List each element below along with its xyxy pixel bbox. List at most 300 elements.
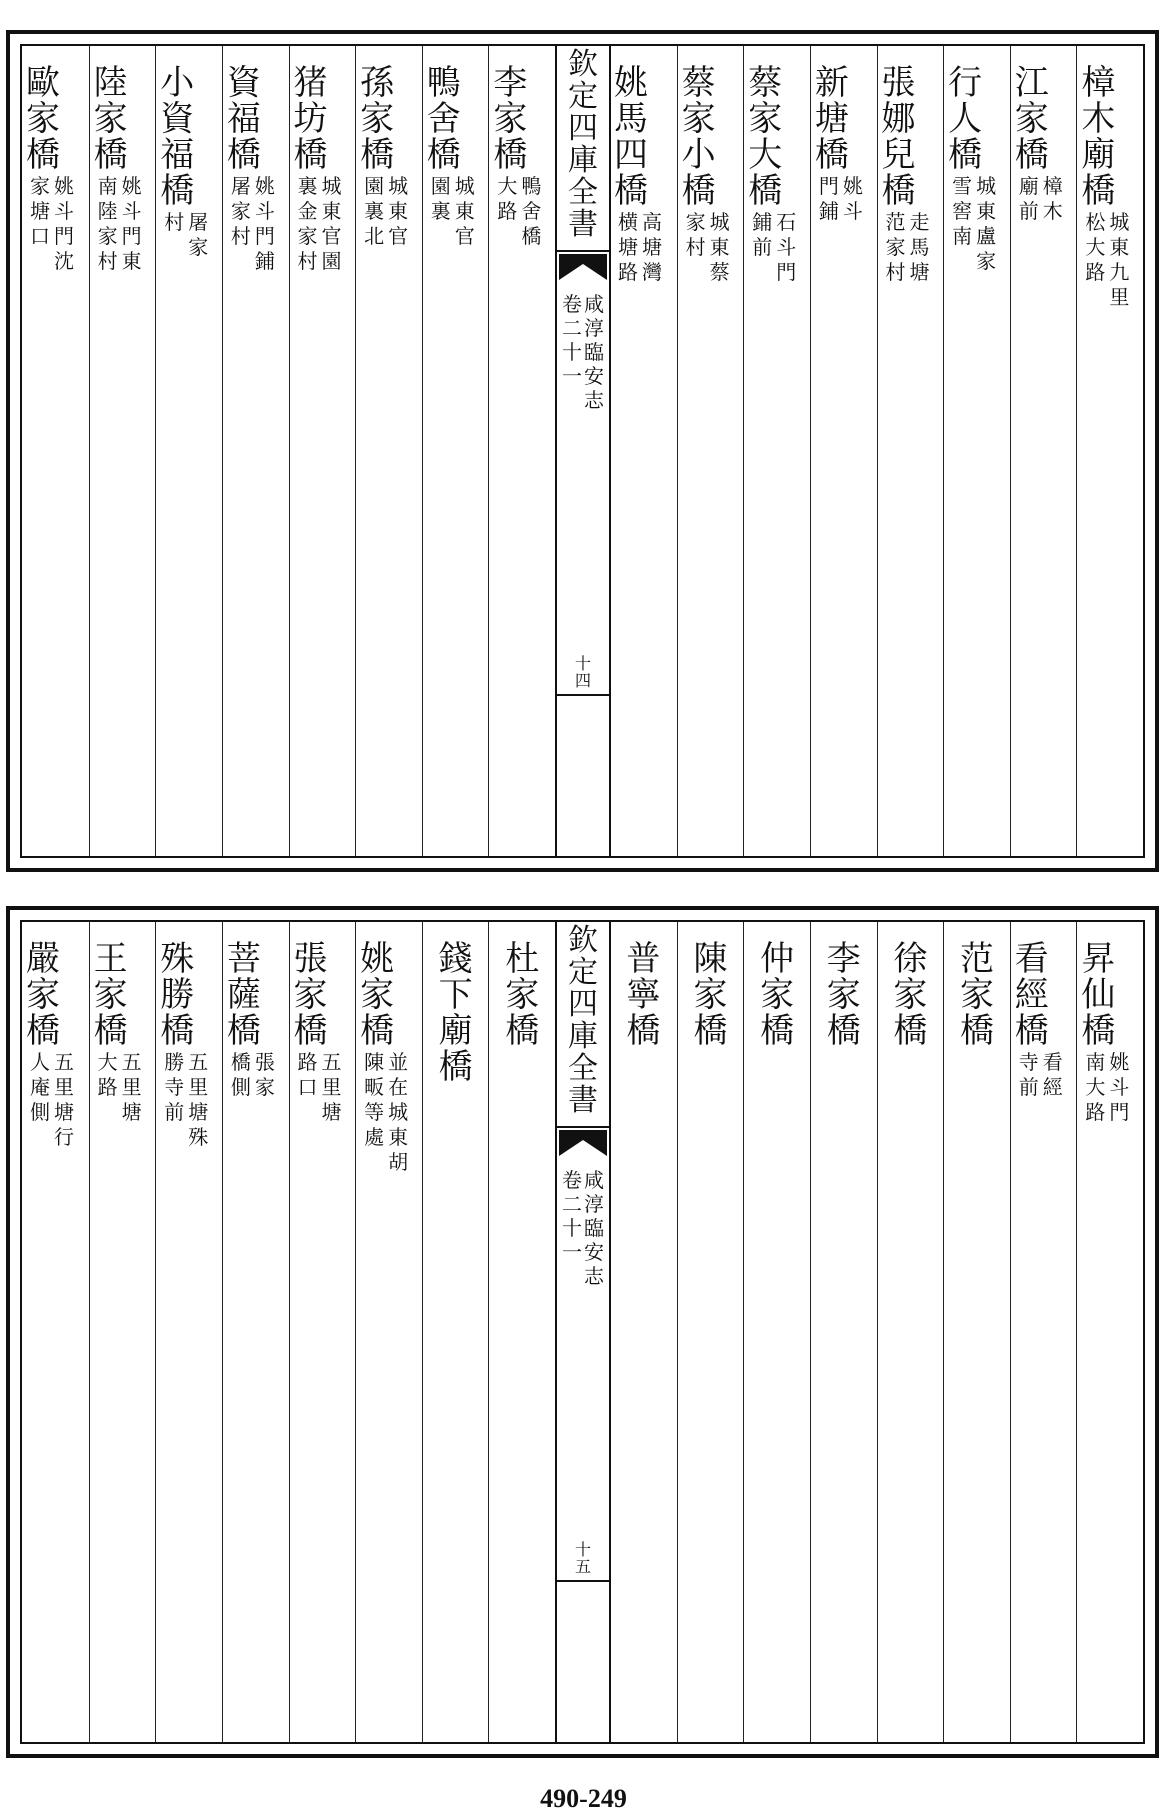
entry-note bbox=[229, 176, 277, 276]
page-number-char: 十 bbox=[574, 654, 591, 673]
entry-note-line bbox=[1083, 1052, 1107, 1127]
text-column bbox=[877, 46, 944, 856]
entry-note-char: 盧 bbox=[976, 224, 997, 248]
entry-note-line bbox=[186, 1052, 210, 1152]
entry-note-line bbox=[1083, 212, 1107, 312]
entry-note-char: 村 bbox=[97, 249, 118, 273]
entry-title bbox=[293, 63, 328, 175]
entry-note bbox=[28, 176, 76, 276]
entry-note-char: 胡 bbox=[388, 1150, 409, 1174]
entry-note-line bbox=[28, 1052, 52, 1152]
entry-note-char: 里 bbox=[1109, 285, 1130, 309]
entry-note-line bbox=[120, 1052, 144, 1127]
entry-title-char: 大 bbox=[748, 135, 783, 175]
entry-note-line bbox=[1017, 1052, 1041, 1102]
entry-title-char: 家 bbox=[693, 975, 728, 1015]
entry-note bbox=[817, 176, 865, 226]
entry-note-char: 里 bbox=[54, 1075, 74, 1099]
entry-title-char: 姚 bbox=[614, 63, 648, 103]
entry-note-char: 園 bbox=[321, 249, 342, 273]
text-column bbox=[1076, 922, 1143, 1742]
entry-title-char: 家 bbox=[493, 99, 528, 139]
entry-title-char: 行 bbox=[948, 63, 983, 103]
volume-char: 十 bbox=[562, 340, 582, 364]
entry-title-char: 橋 bbox=[614, 171, 648, 211]
entry-title-char: 橋 bbox=[226, 135, 261, 175]
entry-note-char: 姚 bbox=[842, 174, 863, 198]
entry-note-char: 家 bbox=[30, 174, 50, 198]
volume-char: 臨 bbox=[584, 340, 604, 364]
entry-title-char: 家 bbox=[681, 99, 716, 139]
entry-note-char: 高 bbox=[642, 210, 662, 234]
entry-note-char: 斗 bbox=[254, 199, 275, 223]
entry-note-line bbox=[1017, 176, 1041, 226]
entry-note-char: 五 bbox=[188, 1050, 209, 1074]
entry-title bbox=[26, 63, 60, 175]
entry-note-line bbox=[519, 176, 543, 251]
entry-title bbox=[360, 63, 395, 175]
volume-char: 十 bbox=[562, 1216, 582, 1240]
entry-note-char: 家 bbox=[885, 235, 906, 259]
entry-note-char: 家 bbox=[230, 199, 251, 223]
book-header-char: 庫 bbox=[568, 143, 598, 178]
entry-note-char: 路 bbox=[1085, 260, 1106, 284]
entry-title-char: 橋 bbox=[893, 1011, 928, 1051]
entry-title-char: 錢 bbox=[438, 939, 473, 979]
entry-note-char: 前 bbox=[1018, 1075, 1039, 1099]
text-column bbox=[877, 922, 944, 1742]
entry-title bbox=[426, 63, 461, 175]
entry-note-char: 家 bbox=[97, 224, 118, 248]
entry-note-line bbox=[253, 1052, 277, 1102]
entry-title-char: 橋 bbox=[426, 135, 461, 175]
entry-note-char: 五 bbox=[321, 1050, 342, 1074]
entry-note-char: 前 bbox=[1018, 199, 1039, 223]
entry-title-char: 家 bbox=[26, 99, 60, 139]
entry-note-char: 舍 bbox=[521, 199, 542, 223]
entry-note-char: 窖 bbox=[952, 199, 973, 223]
page-number-rule bbox=[557, 694, 609, 696]
entry-note-char: 鴨 bbox=[521, 174, 542, 198]
entry-title-char: 塘 bbox=[814, 99, 849, 139]
entry-title-char: 孫 bbox=[360, 63, 395, 103]
entry-title-char: 家 bbox=[93, 99, 128, 139]
entry-note-char: 南 bbox=[1085, 1050, 1106, 1074]
book-header-char: 定 bbox=[568, 79, 598, 114]
entry-note bbox=[362, 1052, 410, 1177]
entry-title-char: 橋 bbox=[93, 1011, 128, 1051]
book-header-char: 四 bbox=[568, 987, 598, 1022]
entry-note-line bbox=[708, 212, 732, 287]
entry-title-char: 橋 bbox=[360, 135, 395, 175]
entry-note-line bbox=[253, 176, 277, 276]
entry-title-char: 橋 bbox=[160, 1011, 195, 1051]
entry-note bbox=[362, 176, 410, 251]
entry-note-char: 看 bbox=[1042, 1050, 1063, 1074]
entry-title-char: 橋 bbox=[881, 171, 916, 211]
entry-note-char: 路 bbox=[97, 1075, 118, 1099]
entry-note-char: 門 bbox=[254, 224, 275, 248]
entry-note-char: 南 bbox=[952, 224, 973, 248]
entry-note-char: 城 bbox=[388, 1100, 409, 1124]
volume-char: 咸 bbox=[584, 292, 604, 316]
center-margin-column bbox=[555, 46, 611, 856]
entry-title-char: 陸 bbox=[93, 63, 128, 103]
entry-title-char: 寧 bbox=[626, 975, 661, 1015]
entry-note-char: 前 bbox=[164, 1100, 185, 1124]
entry-title-char: 家 bbox=[893, 975, 928, 1015]
entry-note-char: 勝 bbox=[164, 1050, 185, 1074]
entry-note bbox=[28, 1052, 76, 1152]
volume-char: 一 bbox=[562, 364, 582, 388]
entry-note-char: 蔡 bbox=[709, 260, 730, 284]
entry-title-char: 勝 bbox=[160, 975, 195, 1015]
entry-title-char: 四 bbox=[614, 135, 648, 175]
text-column bbox=[1076, 46, 1143, 856]
entry-title-char: 家 bbox=[826, 975, 861, 1015]
page-number bbox=[557, 1542, 609, 1576]
entry-note-char: 金 bbox=[297, 199, 318, 223]
volume-char: 志 bbox=[584, 388, 604, 412]
text-column bbox=[677, 922, 744, 1742]
text-column bbox=[355, 46, 422, 856]
entry-title-char: 橋 bbox=[760, 1011, 795, 1051]
book-header-char: 四 bbox=[568, 111, 598, 146]
entry-note-line bbox=[120, 176, 144, 276]
entry-note-char: 姚 bbox=[1109, 1050, 1130, 1074]
entry-note-char: 斗 bbox=[1109, 1075, 1130, 1099]
text-column bbox=[89, 46, 156, 856]
entry-title bbox=[826, 939, 861, 1051]
entry-title-char: 資 bbox=[160, 99, 195, 139]
entry-note-line bbox=[684, 212, 708, 287]
entry-note-char: 門 bbox=[54, 224, 74, 248]
entry-title-char: 資 bbox=[226, 63, 261, 103]
entry-title-char: 橋 bbox=[226, 1011, 261, 1051]
entry-note-char: 東 bbox=[121, 249, 142, 273]
entry-note-line bbox=[774, 212, 798, 287]
entry-note bbox=[616, 212, 664, 287]
volume-char: 卷 bbox=[562, 292, 582, 316]
text-column bbox=[355, 922, 422, 1742]
entry-note-line bbox=[320, 176, 344, 276]
entry-note-char: 路 bbox=[618, 260, 638, 284]
entry-note-line bbox=[162, 212, 186, 262]
entry-note-line bbox=[429, 176, 453, 251]
entry-note-char: 斗 bbox=[121, 199, 142, 223]
text-column bbox=[488, 922, 555, 1742]
entry-note-char: 官 bbox=[321, 224, 342, 248]
entry-note-line bbox=[362, 1052, 386, 1177]
entry-title-char: 范 bbox=[959, 939, 994, 979]
entry-note-line bbox=[229, 1052, 253, 1102]
entry-note-char: 里 bbox=[121, 1075, 142, 1099]
entry-title-char: 橋 bbox=[293, 1011, 328, 1051]
entry-note bbox=[96, 176, 144, 276]
entry-title bbox=[626, 939, 661, 1051]
entry-note bbox=[884, 212, 932, 287]
entry-title-char: 昇 bbox=[1081, 939, 1116, 979]
entry-note bbox=[296, 176, 344, 276]
entry-note-char: 張 bbox=[254, 1050, 275, 1074]
text-column bbox=[1010, 922, 1077, 1742]
entry-note-char: 沈 bbox=[54, 249, 74, 273]
volume-label bbox=[557, 294, 609, 414]
book-header-char: 書 bbox=[568, 1083, 598, 1118]
entry-title-char: 橋 bbox=[959, 1011, 994, 1051]
entry-note-char: 前 bbox=[752, 235, 773, 259]
text-column bbox=[289, 46, 356, 856]
entry-title bbox=[93, 63, 128, 175]
entry-title-char: 人 bbox=[948, 99, 983, 139]
entry-note-char: 寺 bbox=[164, 1075, 185, 1099]
entry-title-char: 橋 bbox=[438, 1047, 473, 1087]
entry-title-char: 橋 bbox=[26, 1011, 60, 1051]
entry-note-line bbox=[817, 176, 841, 226]
entry-title-char: 薩 bbox=[226, 975, 261, 1015]
entry-note-char: 走 bbox=[909, 210, 930, 234]
entry-note-line bbox=[1107, 1052, 1131, 1127]
page-bottom bbox=[6, 906, 1159, 1758]
entry-title bbox=[681, 63, 716, 211]
entry-note-char: 塘 bbox=[30, 199, 50, 223]
entry-title-char: 娜 bbox=[881, 99, 916, 139]
entry-title bbox=[493, 63, 528, 175]
entry-note-char: 雪 bbox=[952, 174, 973, 198]
entry-note-char: 門 bbox=[776, 260, 797, 284]
volume-char: 一 bbox=[562, 1240, 582, 1264]
entry-title-char: 橋 bbox=[814, 135, 849, 175]
entry-title bbox=[893, 939, 928, 1051]
entry-title-char: 橋 bbox=[948, 135, 983, 175]
entry-title-char: 橋 bbox=[505, 1011, 540, 1051]
entry-title-char: 普 bbox=[626, 939, 661, 979]
entry-note-char: 裏 bbox=[430, 199, 451, 223]
text-column bbox=[488, 46, 555, 856]
entry-note-char: 松 bbox=[1085, 210, 1106, 234]
entry-title-char: 福 bbox=[160, 135, 195, 175]
entry-title-char: 看 bbox=[1014, 939, 1049, 979]
entry-note-char: 城 bbox=[976, 174, 997, 198]
entry-note-line bbox=[1041, 176, 1065, 226]
entry-note-char: 門 bbox=[121, 224, 142, 248]
entry-note-char: 范 bbox=[885, 210, 906, 234]
entry-title bbox=[1014, 939, 1049, 1051]
entry-note-char: 大 bbox=[1085, 235, 1106, 259]
entry-note-char: 塘 bbox=[188, 1100, 209, 1124]
entry-note-line bbox=[974, 176, 998, 276]
entry-title-char: 家 bbox=[959, 975, 994, 1015]
entry-note-char: 姚 bbox=[254, 174, 275, 198]
entry-title bbox=[1014, 63, 1049, 175]
entry-note-char: 屠 bbox=[230, 174, 251, 198]
entry-note bbox=[162, 1052, 210, 1152]
page-number-char: 五 bbox=[574, 1557, 591, 1576]
book-header-char: 全 bbox=[568, 175, 598, 210]
book-header-char: 定 bbox=[568, 955, 598, 990]
entry-note-char: 裏 bbox=[297, 174, 318, 198]
entry-title-char: 橋 bbox=[293, 135, 328, 175]
text-column bbox=[422, 922, 489, 1742]
entry-note bbox=[750, 212, 798, 287]
entry-note-char: 廟 bbox=[1018, 174, 1039, 198]
entry-title-char: 福 bbox=[226, 99, 261, 139]
entry-note-char: 東 bbox=[976, 199, 997, 223]
entry-note bbox=[296, 1052, 344, 1127]
fishtail-mark-icon bbox=[559, 1130, 607, 1156]
book-header-char: 全 bbox=[568, 1051, 598, 1086]
entry-note-line bbox=[453, 176, 477, 251]
entry-note-line bbox=[750, 212, 774, 287]
page-top bbox=[6, 30, 1159, 872]
entry-note-char: 處 bbox=[364, 1125, 385, 1149]
entry-note-char: 東 bbox=[1109, 235, 1130, 259]
entry-note-char: 庵 bbox=[30, 1075, 50, 1099]
text-column bbox=[943, 46, 1010, 856]
entry-note-char: 斗 bbox=[54, 199, 74, 223]
entry-title bbox=[748, 63, 783, 211]
entry-title-char: 橋 bbox=[1014, 1011, 1049, 1051]
volume-char: 卷 bbox=[562, 1168, 582, 1192]
entry-title bbox=[505, 939, 540, 1051]
entry-note-char: 陳 bbox=[364, 1050, 385, 1074]
entry-note-char: 石 bbox=[776, 210, 797, 234]
entry-title bbox=[959, 939, 994, 1051]
entry-note-char: 塘 bbox=[321, 1100, 342, 1124]
volume-char: 淳 bbox=[584, 1192, 604, 1216]
entry-title bbox=[226, 939, 261, 1051]
entry-title bbox=[1081, 939, 1116, 1051]
book-header bbox=[557, 923, 609, 1118]
entry-title-char: 杜 bbox=[505, 939, 540, 979]
entry-title-char: 家 bbox=[1014, 99, 1049, 139]
text-column bbox=[155, 922, 222, 1742]
entry-note-char: 塘 bbox=[909, 260, 930, 284]
entry-title-char: 橋 bbox=[360, 1011, 395, 1051]
entry-title-char: 陳 bbox=[693, 939, 728, 979]
entry-title-char: 橋 bbox=[1081, 171, 1116, 211]
entry-note-line bbox=[296, 176, 320, 276]
entry-note-char: 裏 bbox=[364, 199, 385, 223]
entry-title-char: 兒 bbox=[881, 135, 916, 175]
text-column bbox=[810, 46, 877, 856]
entry-title-char: 家 bbox=[760, 975, 795, 1015]
entry-note-char: 經 bbox=[1042, 1075, 1063, 1099]
entry-title-char: 李 bbox=[493, 63, 528, 103]
entry-note-char: 路 bbox=[1085, 1100, 1106, 1124]
entry-title-char: 家 bbox=[26, 975, 60, 1015]
entry-note-char: 里 bbox=[321, 1075, 342, 1099]
entry-note-char: 塘 bbox=[618, 235, 638, 259]
entry-title bbox=[160, 939, 195, 1051]
entry-note-char: 東 bbox=[454, 199, 475, 223]
volume-line bbox=[583, 1170, 605, 1290]
entry-title-char: 李 bbox=[826, 939, 861, 979]
entry-title-char: 家 bbox=[360, 975, 395, 1015]
page-number bbox=[557, 656, 609, 690]
entry-note bbox=[1083, 1052, 1131, 1127]
entry-note-char: 鋪 bbox=[752, 210, 773, 234]
entry-title bbox=[760, 939, 795, 1051]
text-column bbox=[1010, 46, 1077, 856]
entry-title bbox=[360, 939, 395, 1051]
entry-note-char: 並 bbox=[388, 1050, 409, 1074]
text-column bbox=[222, 46, 289, 856]
entry-note-char: 鋪 bbox=[254, 249, 275, 273]
entry-title-char: 廟 bbox=[1081, 135, 1116, 175]
page-footer-number: 490-249 bbox=[540, 1784, 627, 1813]
entry-note-char: 城 bbox=[454, 174, 475, 198]
entry-title bbox=[693, 939, 728, 1051]
entry-title-char: 猪 bbox=[293, 63, 328, 103]
entry-note-line bbox=[884, 212, 908, 287]
entry-note-char: 馬 bbox=[909, 235, 930, 259]
entry-title-char: 橋 bbox=[681, 171, 716, 211]
entry-title-char: 舍 bbox=[426, 99, 461, 139]
entry-note-char: 灣 bbox=[642, 260, 662, 284]
entry-note-char: 村 bbox=[297, 249, 318, 273]
entry-note-char: 園 bbox=[430, 174, 451, 198]
text-column bbox=[289, 922, 356, 1742]
page-number-rule bbox=[557, 1580, 609, 1582]
entry-title-char: 仲 bbox=[760, 939, 795, 979]
volume-char: 安 bbox=[584, 364, 604, 388]
volume-char: 志 bbox=[584, 1264, 604, 1288]
text-column bbox=[222, 922, 289, 1742]
entry-title-char: 橋 bbox=[1014, 135, 1049, 175]
entry-note-char: 官 bbox=[454, 224, 475, 248]
entry-title-char: 橋 bbox=[626, 1011, 661, 1051]
entry-note-line bbox=[28, 176, 52, 276]
page-frame bbox=[20, 44, 1145, 858]
volume-char: 二 bbox=[562, 1192, 582, 1216]
header-rule bbox=[557, 250, 609, 252]
entry-note-char: 北 bbox=[364, 224, 385, 248]
entry-note-char: 九 bbox=[1109, 260, 1130, 284]
text-column bbox=[610, 922, 677, 1742]
entry-note-line bbox=[52, 176, 76, 276]
entry-note-line bbox=[229, 176, 253, 276]
entry-note-char: 家 bbox=[188, 235, 209, 259]
entry-title-char: 經 bbox=[1014, 975, 1049, 1015]
entry-note-char: 口 bbox=[297, 1075, 318, 1099]
entry-note-char: 家 bbox=[254, 1075, 275, 1099]
entry-note bbox=[429, 176, 477, 251]
entry-note-char: 家 bbox=[297, 224, 318, 248]
entry-note bbox=[1017, 1052, 1065, 1102]
entry-note-char: 等 bbox=[364, 1100, 385, 1124]
entry-title bbox=[614, 63, 648, 211]
entry-note-char: 五 bbox=[54, 1050, 74, 1074]
entry-note-line bbox=[841, 176, 865, 226]
entry-note-char: 家 bbox=[976, 249, 997, 273]
book-header-char: 書 bbox=[568, 207, 598, 242]
entry-note-char: 東 bbox=[709, 235, 730, 259]
entry-title-char: 家 bbox=[505, 975, 540, 1015]
entry-note-char: 五 bbox=[121, 1050, 142, 1074]
entry-title-char: 橋 bbox=[748, 171, 783, 211]
volume-char: 安 bbox=[584, 1240, 604, 1264]
entry-note-char: 里 bbox=[188, 1075, 209, 1099]
entry-title-char: 橋 bbox=[93, 135, 128, 175]
entry-note-char: 門 bbox=[818, 174, 839, 198]
volume-char: 淳 bbox=[584, 316, 604, 340]
entry-title-char: 木 bbox=[1081, 99, 1116, 139]
entry-note-char: 大 bbox=[97, 1050, 118, 1074]
entry-title-char: 仙 bbox=[1081, 975, 1116, 1015]
entry-note-line bbox=[950, 176, 974, 276]
entry-note-line bbox=[495, 176, 519, 251]
